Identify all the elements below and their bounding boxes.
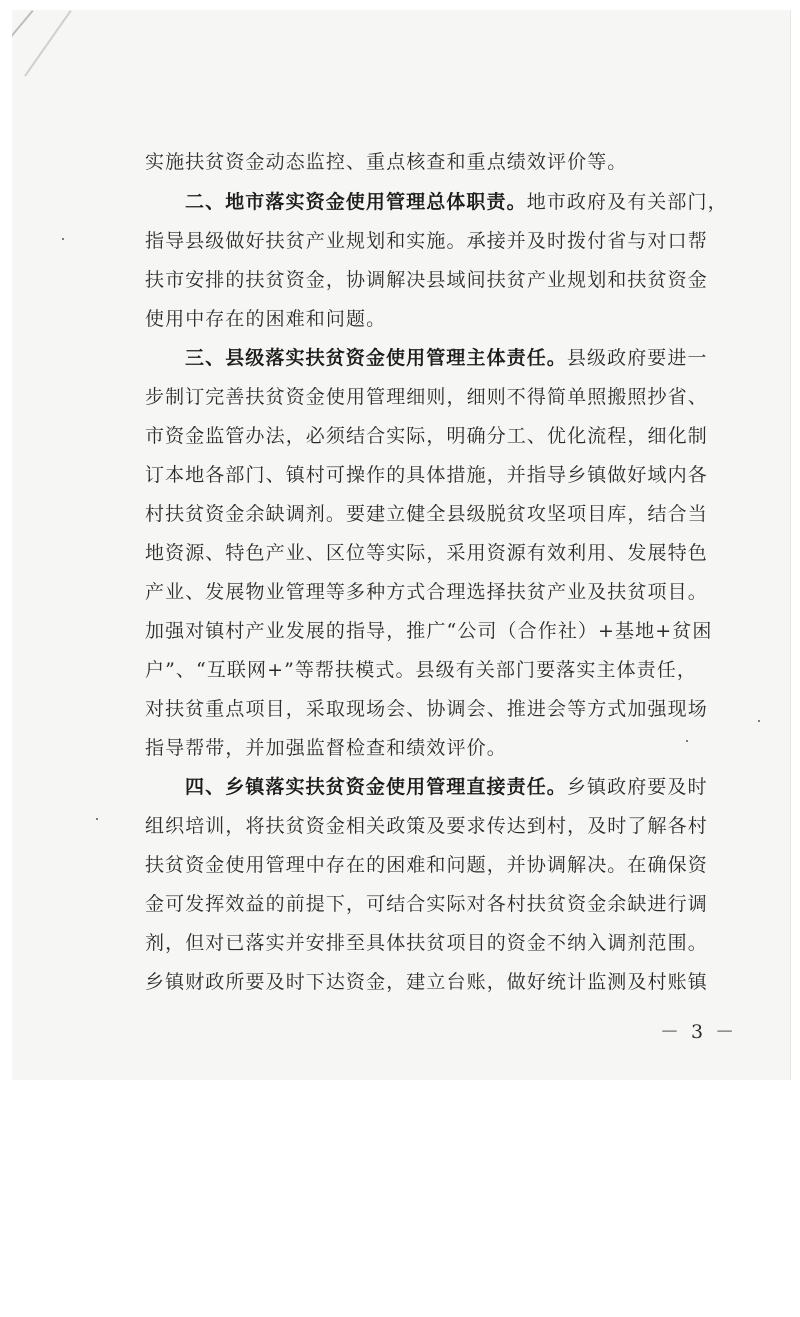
body-line: 步制订完善扶贫资金使用管理细则，细则不得简单照搬照抄省、 [145,386,708,408]
section-2-line: 二、地市落实资金使用管理总体职责。地市政府及有关部门， [185,191,728,213]
scan-speck [686,740,688,742]
body-line: 地资源、特色产业、区位等实际，采用资源有效利用、发展特色 [145,542,708,564]
body-line: 乡镇财政所要及时下达资金，建立台账，做好统计监测及村账镇 [145,971,708,993]
body-line: 指导帮带，并加强监督检查和绩效评价。 [145,737,507,759]
section-3-heading: 三、县级落实扶贫资金使用管理主体责任。 [185,347,567,369]
body-line: 使用中存在的困难和问题。 [145,308,387,330]
body-line: 户”、“互联网+”等帮扶模式。县级有关部门要落实主体责任， [145,659,697,681]
body-line: 产业、发展物业管理等多种方式合理选择扶贫产业及扶贫项目。 [145,581,708,603]
body-line: 扶市安排的扶贫资金，协调解决县域间扶贫产业规划和扶贫资金 [145,269,708,291]
page-number: － 3 － [660,1021,738,1043]
body-line: 实施扶贫资金动态监控、重点核查和重点绩效评价等。 [145,151,628,173]
body-line: 剂，但对已落实并安排至具体扶贫项目的资金不纳入调剂范围。 [145,932,708,954]
body-line: 对扶贫重点项目，采取现场会、协调会、推进会等方式加强现场 [145,698,708,720]
body-line: 加强对镇村产业发展的指导，推广“公司（合作社）+基地+贫困 [145,620,713,642]
body-line: 指导县级做好扶贫产业规划和实施。承接并及时拨付省与对口帮 [145,230,708,252]
scan-speck [758,720,760,722]
section-2-heading: 二、地市落实资金使用管理总体职责。 [185,191,527,213]
body-line: 村扶贫资金余缺调剂。要建立健全县级脱贫攻坚项目库，结合当 [145,503,708,525]
body-line: 市资金监管办法，必须结合实际，明确分工、优化流程，细化制 [145,425,708,447]
scan-speck [96,818,98,820]
section-3-line: 三、县级落实扶贫资金使用管理主体责任。县级政府要进一 [185,347,708,369]
section-4-heading: 四、乡镇落实扶贫资金使用管理直接责任。 [185,776,567,798]
body-line: 扶贫资金使用管理中存在的困难和问题，并协调解决。在确保资 [145,854,708,876]
section-4-line: 四、乡镇落实扶贫资金使用管理直接责任。乡镇政府要及时 [185,776,708,798]
body-line: 金可发挥效益的前提下，可结合实际对各村扶贫资金余缺进行调 [145,893,708,915]
body-line: 组织培训，将扶贫资金相关政策及要求传达到村，及时了解各村 [145,815,708,837]
scan-speck [62,238,64,240]
body-line: 订本地各部门、镇村可操作的具体措施，并指导乡镇做好域内各 [145,464,708,486]
